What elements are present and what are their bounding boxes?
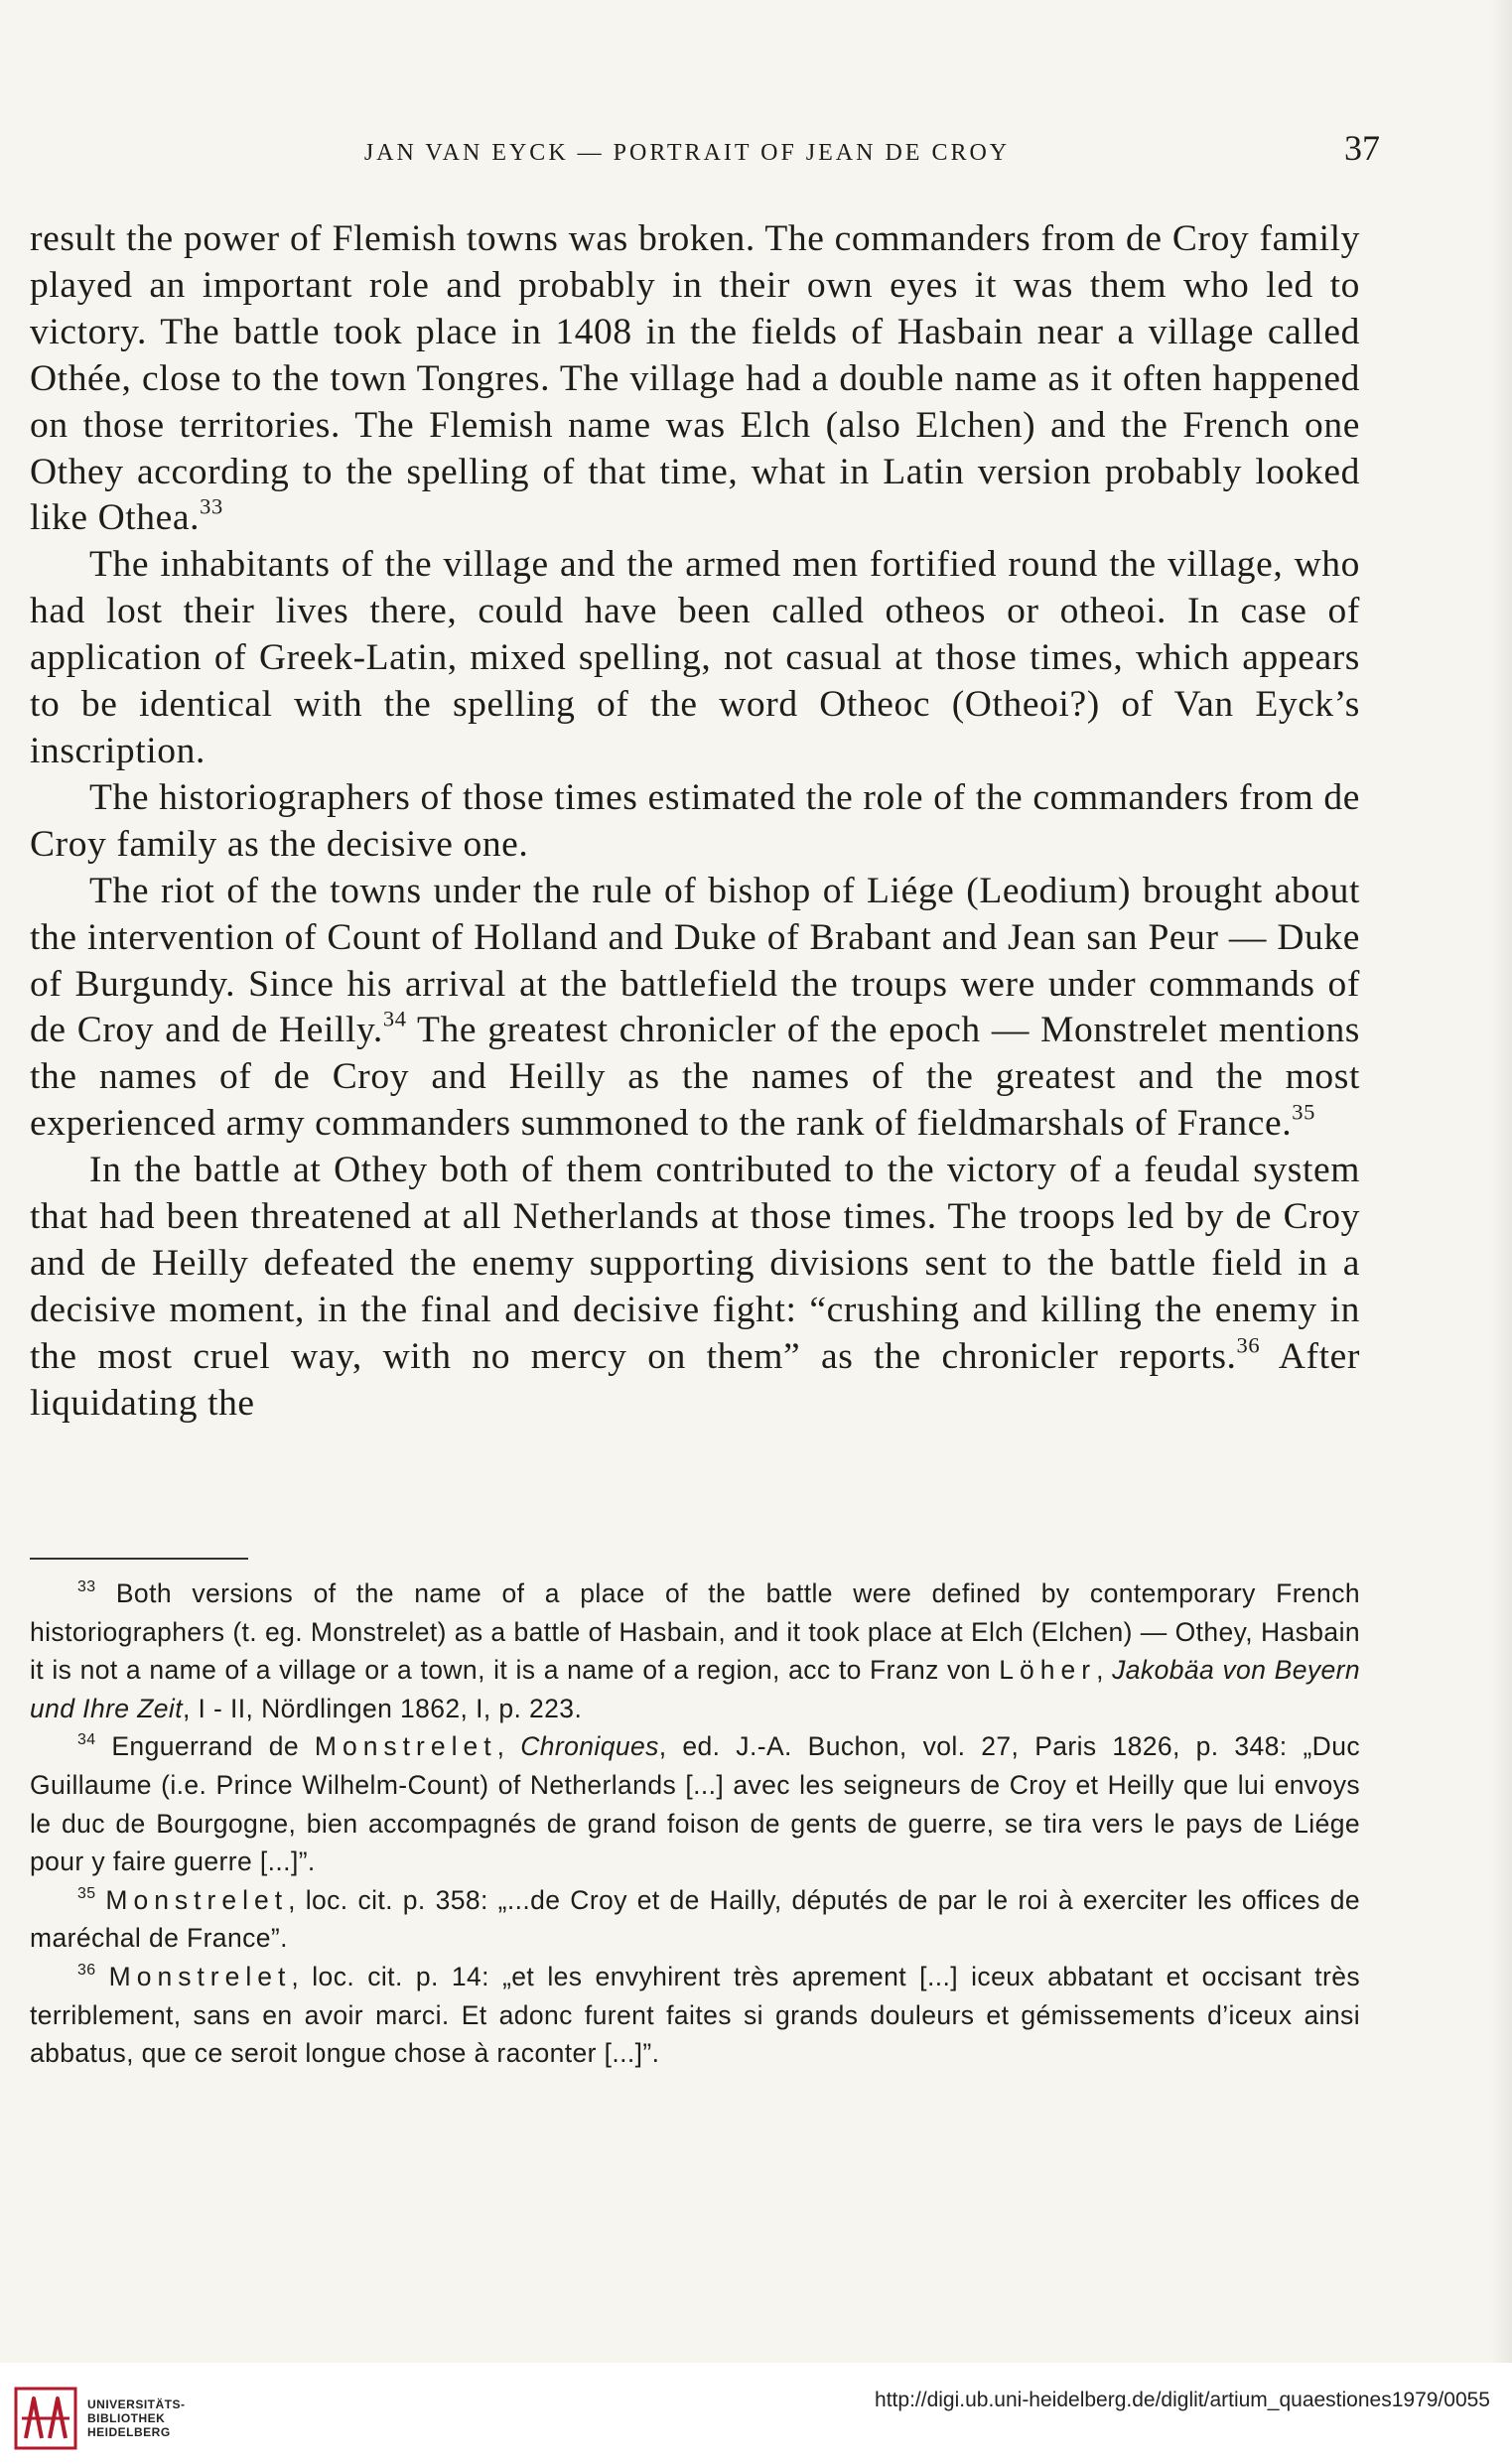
footnote-text: , loc. cit. p. 358: „...de Croy et de Hailly, députés de par le roi à exerciter les offices de maréchal de France”. bbox=[30, 1884, 1361, 1954]
library-name-line: UNIVERSITÄTS- bbox=[87, 2397, 186, 2411]
paragraph-5-text-b: After liquidating the bbox=[30, 1335, 1360, 1424]
library-name-line: BIBLIOTHEK bbox=[87, 2411, 166, 2425]
paragraph-4 bbox=[30, 869, 1360, 1148]
source-url-link[interactable]: http://digi.ub.uni-heidelberg.de/diglit/artium_quaestiones1979/0055 bbox=[875, 2389, 1490, 2411]
author-name: Monstrelet bbox=[108, 1961, 292, 1991]
book-title: Chroniques bbox=[520, 1731, 659, 1762]
footnote-ref-36[interactable]: 36 bbox=[1236, 1332, 1261, 1357]
footnote-number: 33 bbox=[77, 1577, 96, 1595]
book-title: Jakobäa von Beyern und Ihre Zeit bbox=[30, 1655, 1360, 1723]
library-logo[interactable] bbox=[14, 2387, 186, 2450]
footnote-text: Enguerrand de bbox=[95, 1731, 315, 1762]
footnote-text: , bbox=[496, 1731, 521, 1762]
page-number: 37 bbox=[1344, 128, 1380, 168]
footnote-text: Both versions of the name of a place of the battle were defined by contemporary French historiographers (t. eg. Monstrelet) as a battle of Hasbain, and it took place at Elch (Elchen) — Othey, Hasbain it is not a name of a village or a town, it is a name of a region, acc to Franz von bbox=[30, 1578, 1360, 1686]
footnote-34 bbox=[30, 1727, 1360, 1880]
author-name: Monstrelet bbox=[105, 1884, 289, 1915]
footnote-ref-35[interactable]: 35 bbox=[1292, 1099, 1315, 1125]
paragraph-3: The historiographers of those times estimated the role of the commanders from de Croy family as the decisive one. bbox=[30, 776, 1360, 865]
digitization-footer bbox=[0, 2363, 1512, 2464]
footnote-text: , ed. J.-A. Buchon, vol. 27, Paris 1826, p. 348: „Duc Guillaume (i.e. Prince Wilhelm-Count) of Netherlands [...] avec les seigneurs de Croy et Heilly que lui envoys le duc de Bourgogne, bien accompagnés de grand foison de gents de guerre, se tira vers le pays de Liége pour y faire guerre [...]”. bbox=[30, 1731, 1360, 1877]
footnote-36 bbox=[30, 1958, 1360, 2073]
library-seal-icon bbox=[14, 2387, 77, 2450]
paragraph-4-text-a: The riot of the towns under the rule of bishop of Liége (Leodium) brought about the intervention of Count of Holland and Duke of Brabant and Jean san Peur — Duke of Burgundy. Since his arrival at the battlefield the troups were under commands of de Croy and de Heilly. bbox=[30, 870, 1360, 1051]
footnote-35 bbox=[30, 1881, 1360, 1958]
footnote-text: , I - II, Nördlingen 1862, I, p. 223. bbox=[182, 1693, 583, 1723]
main-text bbox=[30, 216, 1360, 1428]
library-name-line: HEIDELBERG bbox=[87, 2425, 171, 2439]
footnote-number: 34 bbox=[77, 1731, 96, 1749]
footnote-text: , bbox=[1096, 1655, 1113, 1686]
paragraph-4-text-b: The greatest chronicler of the epoch — Monstrelet mentions the names of de Croy and Heilly as the names of the greatest and the most experienced army commanders summoned to the rank of fieldmarshals of France. bbox=[30, 1010, 1360, 1145]
footnote-divider bbox=[30, 1558, 248, 1560]
paragraph-5 bbox=[30, 1148, 1360, 1427]
library-name bbox=[87, 2397, 186, 2439]
footnote-number: 35 bbox=[77, 1884, 96, 1902]
author-name: Löher bbox=[999, 1655, 1097, 1686]
author-name: Monstrelet bbox=[314, 1731, 497, 1762]
paragraph-5-text-a: In the battle at Othey both of them contributed to the victory of a feudal system that had been threatened at all Netherlands at those times. The troops led by de Croy and de Heilly defeated the enemy supporting divisions sent to the battle field in a decisive moment, in the final and decisive fight: “crushing and killing the enemy in the most cruel way, with no mercy on them” as the chronicler reports. bbox=[30, 1150, 1360, 1377]
footnote-number: 36 bbox=[77, 1961, 96, 1979]
page-edge-shadow bbox=[1490, 0, 1512, 2363]
footnote-text: , loc. cit. p. 14: „et les envyhirent très aprement [...] iceux abbatant et occisant très terriblement, sans en avoir marci. Et adonc furent faites si grands douleurs et gémissements d’iceux ainsi abbatus, que ce seroit longue chose à raconter [...]”. bbox=[30, 1961, 1361, 2069]
paragraph-1-text: result the power of Flemish towns was broken. The commanders from de Croy family played an important role and probably in their own eyes it was them who led to victory. The battle took place in 1408 in the fields of Hasbain near a village called Othée, close to the town Tongres. The village had a double name as it often happened on those territories. The Flemish name was Elch (also Elchen) and the French one Othey according to the spelling of that time, what in Latin version probably looked like Othea. bbox=[30, 218, 1360, 539]
running-head: JAN VAN EYCK — PORTRAIT OF JEAN DE CROY bbox=[363, 140, 1011, 166]
footnote-33 bbox=[30, 1574, 1360, 1727]
footnote-ref-34[interactable]: 34 bbox=[382, 1006, 407, 1031]
page-header bbox=[30, 127, 1380, 169]
footnote-ref-33[interactable]: 33 bbox=[200, 493, 223, 519]
paragraph-1 bbox=[30, 216, 1360, 542]
footnotes bbox=[30, 1574, 1360, 2073]
paragraph-2: The inhabitants of the village and the armed men fortified round the village, who had lost their lives there, could have been called otheos or otheoi. In case of application of Greek-Latin, mixed spelling, not casual at those times, which appears to be identical with the spelling of the word Otheoc (Otheoi?) of Van Eyck’s inscription. bbox=[30, 544, 1360, 771]
